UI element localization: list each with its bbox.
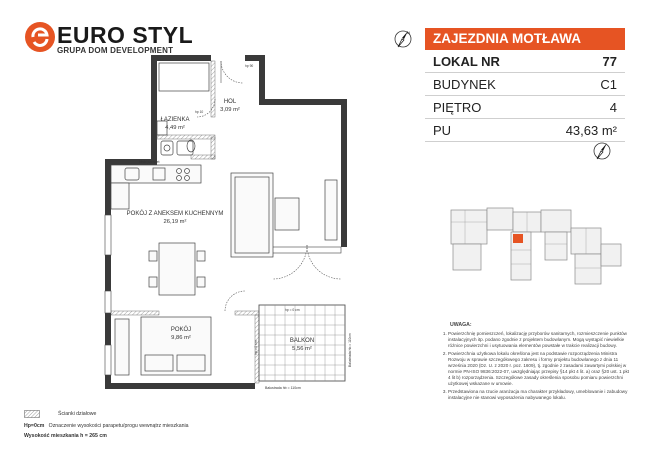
legend-height: [24, 433, 107, 439]
note-item: 1. Powierzchnię pomieszczeń, lokalizację przyborów sanitarnych, rozmieszczenie punktów instalacyjnych itp. podano zgodnie z projektem budowlanym. Mogą wystąpić niewielkie różnice powierzchni i usytuowania elementów powstałe w trakcie realizacji budowy.: [448, 331, 632, 349]
legend-partition: Ścianki działowe: [58, 411, 97, 417]
info-row-budynek: [425, 73, 625, 96]
room-area-salon: 26,19 m²: [163, 219, 187, 225]
info-label: PIĘTRO: [433, 100, 482, 115]
project-title: ZAJEZDNIA MOTŁAWA: [425, 28, 625, 50]
note-item: 2. Powierzchnia użytkowa lokalu określona jest na podstawie rozporządzenia Ministra Rozwoju w sprawie szczegółowego zakresu i formy projektu budowlanego z dnia 11 września 2020 (Dz. U. z 2020 r. poz. 1609), tj. zgodnie z zasadami zawartymi polskiej w normie PN-ISO 9836:2022-07, uwzględniając przepisy §14 pkt 4 lit. a) oraz §20 ust. 1 pkt 4 lit b) rozporządzenia. Szczegółowe zasady określenia sposobu pomiaru powierzchni użytkowej wskazane w umowie.: [448, 351, 632, 388]
label-hp-left: hp = 0 cm: [254, 340, 258, 355]
label-balustrada-right: Balustrada hb = 110cm: [348, 333, 352, 367]
room-area-balkon: 5,56 m²: [292, 346, 312, 352]
room-name-balkon: BALKON: [289, 338, 315, 344]
info-value: C1: [600, 77, 617, 92]
room-area-pokoj: 9,86 m²: [171, 335, 191, 341]
info-value: 77: [602, 54, 617, 69]
info-value: 4: [609, 100, 617, 115]
info-value: 43,63 m²: [565, 123, 617, 138]
legend-hp-text: Oznaczenie wysokości parapetu/progu wewnątrz mieszkania: [48, 423, 189, 429]
room-area-hol: 3,09 m²: [220, 107, 240, 113]
compass-north-icon: [591, 140, 613, 162]
info-row-lokal: [425, 50, 625, 73]
notes-block: [432, 322, 632, 403]
brand-name: EURO STYL: [57, 22, 194, 48]
info-row-pietro: [425, 96, 625, 119]
info-label: PU: [433, 123, 452, 138]
label-tag-door: hp 90: [245, 64, 254, 68]
legend-hp: [24, 423, 189, 429]
room-name-hol: HOL: [223, 99, 237, 105]
label-hp-top: hp = 0 cm: [285, 308, 300, 312]
brand-subtitle: GRUPA DOM DEVELOPMENT: [57, 46, 174, 55]
compass-north-icon: [392, 28, 414, 50]
note-item: 3. Przedstawiona na rzucie aranżacja ma charakter przykładowy, umeblowanie i zabudowy instalacyjne nie stanowi wyposażenia nabywanego lokalu.: [448, 389, 632, 401]
floor-plan: [95, 55, 370, 390]
legend-hp-key: Hp=0cm: [24, 423, 45, 429]
room-name-salon: POKÓJ Z ANEKSEM KUCHENNYM: [126, 211, 224, 217]
info-label: LOKAL NR: [433, 54, 500, 69]
room-area-lazienka: 4,49 m²: [165, 125, 185, 131]
label-tag-bath: hp 10: [195, 110, 204, 114]
legend-height-key: Wysokość mieszkania: [24, 433, 79, 439]
room-name-lazienka: ŁAZIENKA: [160, 117, 190, 123]
label-balustrada-bottom: Balustrada hb = 110cm: [265, 386, 301, 390]
partition-legend-icon: [24, 410, 40, 418]
legend-height-value: h = 265 cm: [80, 433, 107, 439]
svg-text:N: N: [407, 30, 410, 35]
info-row-pu: [425, 119, 625, 142]
info-label: BUDYNEK: [433, 77, 496, 92]
label-niski-parapet: Niski parapet: [139, 160, 160, 164]
room-name-pokoj: POKÓJ: [170, 327, 192, 333]
building-key-plan: [445, 200, 625, 300]
notes-heading: UWAGA:: [450, 322, 472, 328]
euro-styl-logo-icon: [24, 21, 56, 53]
